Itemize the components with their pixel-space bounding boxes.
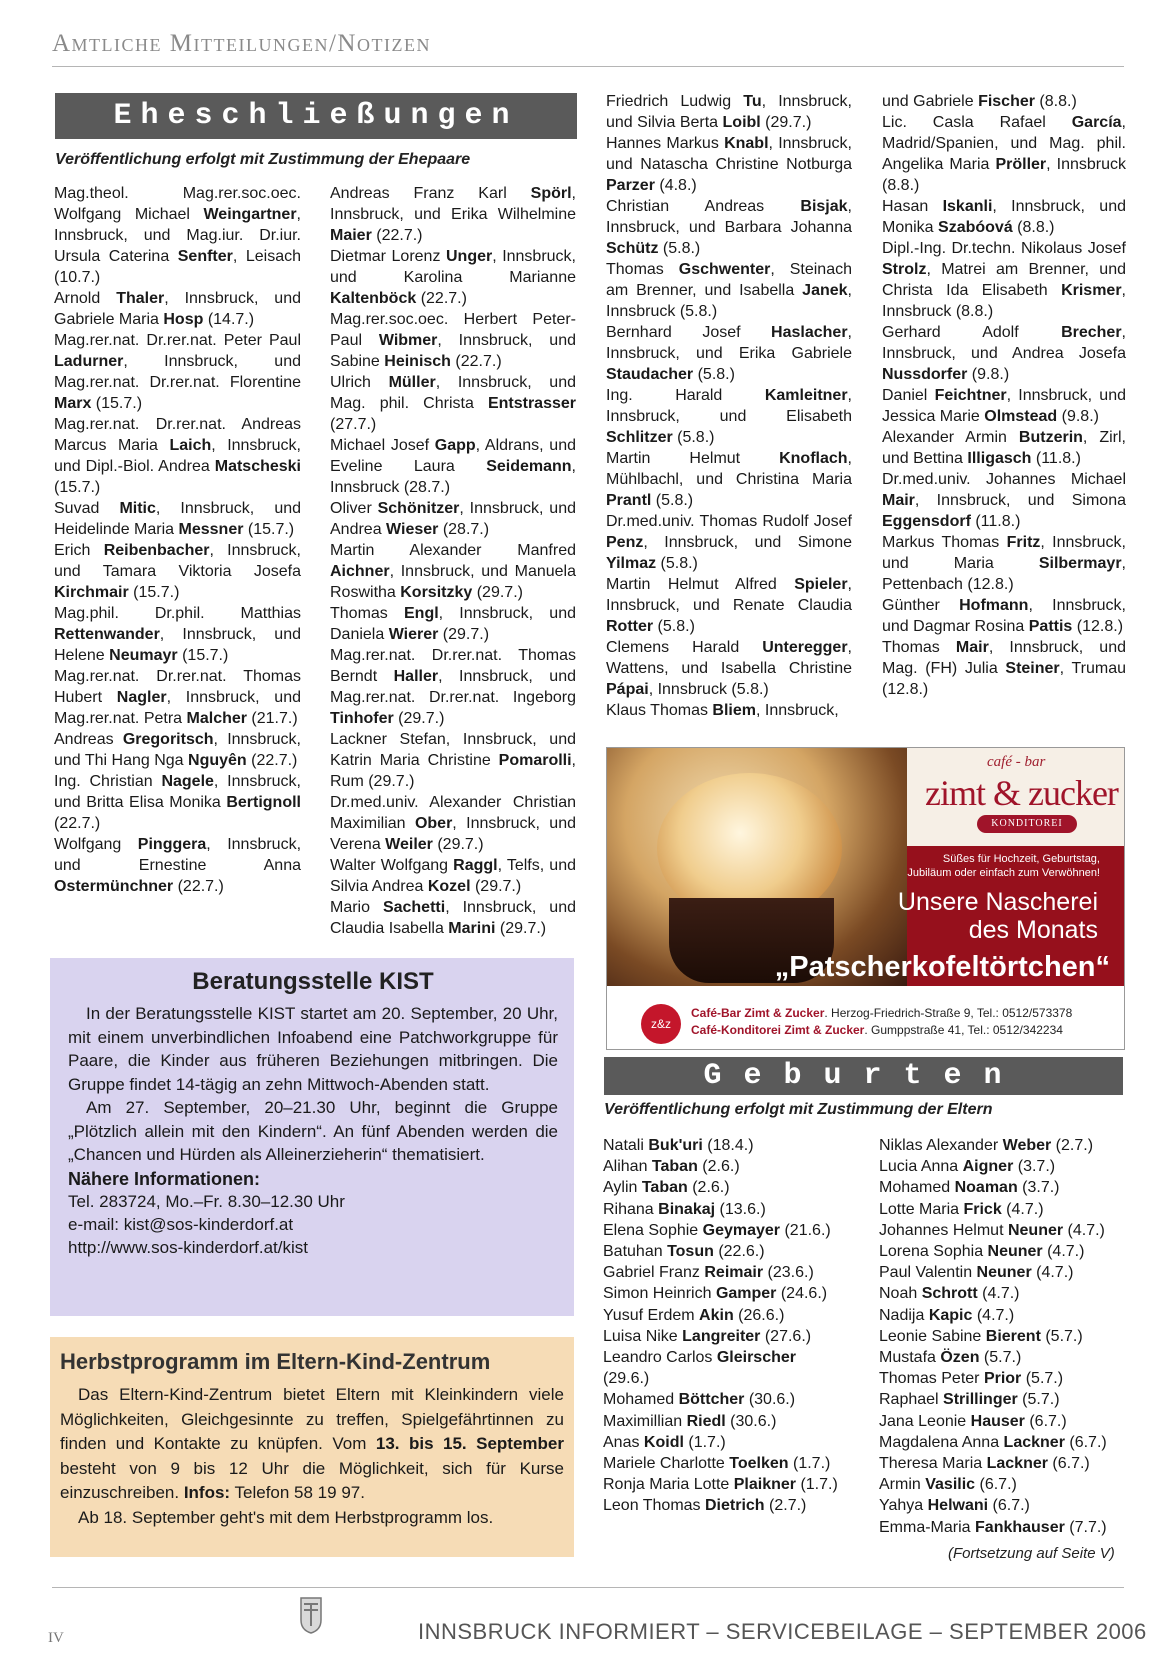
- marriage-entry: Mag.rer.nat. Dr.rer.nat. Thomas Berndt Haller, Innsbruck, und Mag.rer.nat. Dr.rer.nat. Ingeborg Tinhofer (29.7.): [330, 647, 576, 727]
- kist-info-heading: Nähere Informationen:: [68, 1168, 261, 1189]
- marriage-entry: Mag.rer.nat. Dr.rer.nat. Andreas Marcus Maria Laich, Innsbruck, und Dipl.-Biol. Andrea Matscheski (15.7.): [54, 416, 301, 496]
- birth-entry: Noah Schrott (4.7.): [879, 1285, 1020, 1303]
- marriage-entry: Arnold Thaler, Innsbruck, und Gabriele Maria Hosp (14.7.): [54, 290, 302, 328]
- ekiz-box: [50, 1337, 574, 1557]
- birth-entry: Jana Leonie Hauser (6.7.): [879, 1412, 1067, 1430]
- marriage-entry: Lackner Stefan, Innsbruck, und Katrin Maria Christine Pomarolli, Rum (29.7.): [330, 731, 576, 790]
- birth-entry: Simon Heinrich Gamper (24.6.): [603, 1285, 828, 1303]
- marriages-column-4: [882, 91, 1126, 700]
- marriage-entry: Bernhard Josef Haslacher, Innsbruck, und Erika Gabriele Staudacher (5.8.): [606, 324, 852, 383]
- ad-logo: zimt & zucker: [925, 773, 1118, 813]
- continued-note: (Fortsetzung auf Seite V): [948, 1545, 1115, 1562]
- marriage-entry: Oliver Schönitzer, Innsbruck, und Andrea Wieser (28.7.): [330, 500, 576, 538]
- birth-entry: Johannes Helmut Neuner (4.7.): [879, 1221, 1105, 1239]
- ad-tagline-2: Jubiläum oder einfach zum Verwöhnen!: [907, 867, 1100, 879]
- marriage-entry: Lic. Casla Rafael García, Madrid/Spanien, und Mag. phil. Angelika Maria Pröller, Innsbruck (8.8.): [882, 114, 1126, 194]
- birth-entry: Luisa Nike Langreiter (27.6.): [603, 1327, 812, 1345]
- marriage-entry: Thomas Engl, Innsbruck, und Daniela Wierer (29.7.): [330, 605, 577, 643]
- header-rule: [52, 66, 1124, 67]
- marriage-entry: Clemens Harald Unteregger, Wattens, und Isabella Christine Pápai, Innsbruck (5.8.): [606, 639, 852, 698]
- birth-entry: Ronja Maria Lotte Plaikner (1.7.): [603, 1476, 838, 1494]
- birth-entry: Armin Vasilic (6.7.): [879, 1476, 1017, 1494]
- birth-entry: Nadija Kapic (4.7.): [879, 1306, 1015, 1324]
- marriage-entry: Michael Josef Gapp, Aldrans, und Eveline Laura Seidemann, Innsbruck (28.7.): [330, 437, 576, 496]
- marriage-entry: Christian Andreas Bisjak, Innsbruck, und Barbara Johanna Schütz (5.8.): [606, 198, 852, 257]
- birth-entry: Rihana Binakaj (13.6.): [603, 1200, 766, 1218]
- marriage-entry: Dr.med.univ. Johannes Michael Mair, Innsbruck, und Simona Eggensdorf (11.8.): [882, 471, 1126, 530]
- marriages-column-1: [54, 183, 301, 897]
- marriage-entry: Mag.rer.nat. Dr.rer.nat. Thomas Hubert Nagler, Innsbruck, und Mag.rer.nat. Petra Malcher (21.7.): [54, 668, 301, 727]
- page-header-title: Amtliche Mitteilungen/Notizen: [52, 30, 431, 57]
- marriage-entry: und Gabriele Fischer (8.8.): [882, 93, 1077, 110]
- marriage-entry: Dietmar Lorenz Unger, Innsbruck, und Karolina Marianne Kaltenböck (22.7.): [330, 248, 576, 307]
- marriage-entry: Dr.med.univ. Thomas Rudolf Josef Penz, Innsbruck, und Simone Yilmaz (5.8.): [606, 513, 852, 572]
- page-number: IV: [48, 1630, 64, 1646]
- ad-address-strip: [607, 986, 1124, 1049]
- marriage-entry: Andreas Franz Karl Spörl, Innsbruck, und Erika Wilhelmine Maier (22.7.): [330, 185, 576, 244]
- birth-entry: Lotte Maria Frick (4.7.): [879, 1200, 1044, 1218]
- kist-paragraph-2: Am 27. September, 20–21.30 Uhr, beginnt die Gruppe „Plötzlich allein mit den Kindern“. An fünf Abenden werden die „Chancen und Hürden als Alleinerzieherin“ thematisiert.: [68, 1098, 558, 1164]
- city-emblem-icon: [298, 1596, 324, 1634]
- marriage-entry: Dipl.-Ing. Dr.techn. Nikolaus Josef Strolz, Matrei am Brenner, und Christa Ida Elisabeth Krismer, Innsbruck (8.8.): [882, 240, 1126, 320]
- birth-entry: Alihan Taban (2.6.): [603, 1158, 740, 1176]
- birth-entry: Emma-Maria Fankhauser (7.7.): [879, 1518, 1107, 1536]
- marriage-entry: Andreas Gregoritsch, Innsbruck, und Thi Hang Nga Nguyên (22.7.): [54, 731, 301, 769]
- kist-phone: Tel. 283724, Mo.–Fr. 8.30–12.30 Uhr: [68, 1191, 345, 1211]
- footer-rule: [52, 1587, 1124, 1588]
- birth-entry: Leonie Sabine Bierent (5.7.): [879, 1327, 1083, 1345]
- footer-publication: INNSBRUCK INFORMIERT – SERVICEBEILAGE – SEPTEMBER 2006: [418, 1619, 1147, 1644]
- birth-entry: Gabriel Franz Reimair (23.6.): [603, 1264, 814, 1282]
- ad-cafe-bar-label: café - bar: [987, 754, 1046, 770]
- ad-badge-icon: z&z: [641, 1004, 681, 1044]
- birth-entry: Raphael Strillinger (5.7.): [879, 1391, 1060, 1409]
- marriage-entry: Klaus Thomas Bliem, Innsbruck,: [606, 702, 839, 719]
- birth-entry: Leon Thomas Dietrich (2.7.): [603, 1497, 807, 1515]
- births-subtitle: Veröffentlichung erfolgt mit Zustimmung der Eltern: [604, 1101, 993, 1118]
- birth-entry: Yusuf Erdem Akin (26.6.): [603, 1306, 785, 1324]
- ekiz-title: Herbstprogramm im Eltern-Kind-Zentrum: [60, 1349, 491, 1374]
- marriage-entry: Hannes Markus Knabl, Innsbruck, und Natascha Christine Notburga Parzer (4.8.): [606, 135, 852, 194]
- marriage-entry: Ulrich Müller, Innsbruck, und Mag. phil. Christa Entstrasser (27.7.): [330, 374, 577, 433]
- zimt-zucker-advertisement: [606, 747, 1125, 1050]
- marriage-entry: Mag.rer.nat. Dr.rer.nat. Peter Paul Ladurner, Innsbruck, und Mag.rer.nat. Dr.rer.nat. Florentine Marx (15.7.): [54, 332, 301, 412]
- marriage-entry: Dr.med.univ. Alexander Christian Maximilian Ober, Innsbruck, und Verena Weiler (29.7.): [330, 794, 577, 853]
- marriage-entry: Ing. Christian Nagele, Innsbruck, und Britta Elisa Monika Bertignoll (22.7.): [54, 773, 301, 832]
- birth-entry: Magdalena Anna Lackner (6.7.): [879, 1433, 1107, 1451]
- marriage-entry: Martin Alexander Manfred Aichner, Innsbruck, und Manuela Roswitha Korsitzky (29.7.): [330, 542, 576, 601]
- birth-entry: Natali Buk'uri (18.4.): [603, 1137, 754, 1154]
- kist-paragraph-1: In der Beratungsstelle KIST startet am 20. September, 20 Uhr, mit einem unverbindlichen Infoabend eine Patchworkgruppe für Paare, die Kinder aus früheren Beziehungen mitbringen. Die Gruppe findet 14-tägig an zehn Mittwoch-Abenden statt.: [68, 1004, 558, 1094]
- birth-entry: Anas Koidl (1.7.): [603, 1433, 726, 1451]
- birth-entry: Mariele Charlotte Toelken (1.7.): [603, 1455, 831, 1473]
- ad-konditorei-ribbon: KONDITOREI: [977, 815, 1077, 833]
- birth-entry: Mustafa Özen (5.7.): [879, 1349, 1022, 1367]
- birth-entry: Mohamed Noaman (3.7.): [879, 1179, 1060, 1197]
- ad-address-1: Café-Bar Zimt & Zucker. Herzog-Friedrich-Straße 9, Tel.: 0512/573378: [691, 1006, 1073, 1020]
- marriages-subtitle: Veröffentlichung erfolgt mit Zustimmung der Ehepaare: [55, 151, 471, 168]
- birth-entry: Maximillian Riedl (30.6.): [603, 1412, 777, 1430]
- marriage-entry: Thomas Gschwenter, Steinach am Brenner, und Isabella Janek, Innsbruck (5.8.): [606, 261, 852, 320]
- births-column-1: [603, 1135, 843, 1517]
- birth-entry: Paul Valentin Neuner (4.7.): [879, 1264, 1074, 1282]
- marriage-entry: Gerhard Adolf Brecher, Innsbruck, und Andrea Josefa Nussdorfer (9.8.): [882, 324, 1126, 383]
- births-title-bar: Geburten: [604, 1057, 1123, 1095]
- ad-address-2: Café-Konditorei Zimt & Zucker. Gumppstraße 41, Tel.: 0512/342234: [691, 1023, 1063, 1037]
- marriage-entry: Suvad Mitic, Innsbruck, und Heidelinde Maria Messner (15.7.): [54, 500, 302, 538]
- ekiz-paragraph-2: Ab 18. September geht's mit dem Herbstprogramm los.: [78, 1507, 494, 1527]
- birth-entry: Elena Sophie Geymayer (21.6.): [603, 1221, 831, 1239]
- marriage-entry: Mario Sachetti, Innsbruck, und Claudia Isabella Marini (29.7.): [330, 899, 576, 937]
- ekiz-paragraph-1: Das Eltern-Kind-Zentrum bietet Eltern mit Kleinkindern viele Möglichkeiten, Gleichgesinnte zu treffen, Spielgefährtinnen zu finden und Kontakte zu knüpfen. Vom 13. bis 15. September besteht von 9 bis 12 Uhr die Möglichkeit, sich für Kurse einzuschreiben. Infos: Telefon 58 19 97.: [60, 1385, 564, 1502]
- birth-entry: Batuhan Tosun (22.6.): [603, 1243, 765, 1261]
- marriage-entry: Mag.phil. Dr.phil. Matthias Rettenwander, Innsbruck, und Helene Neumayr (15.7.): [54, 605, 301, 664]
- marriage-entry: Ing. Harald Kamleitner, Innsbruck, und Elisabeth Schlitzer (5.8.): [606, 387, 852, 446]
- kist-email[interactable]: e-mail: kist@sos-kinderdorf.at: [68, 1214, 294, 1234]
- marriage-entry: Thomas Mair, Innsbruck, und Mag. (FH) Julia Steiner, Trumau (12.8.): [882, 639, 1127, 698]
- marriage-entry: Martin Helmut Alfred Spieler, Innsbruck, und Renate Claudia Rotter (5.8.): [606, 576, 852, 635]
- kist-title: Beratungsstelle KIST: [192, 968, 434, 995]
- births-column-2: [879, 1135, 1123, 1538]
- birth-entry: Theresa Maria Lackner (6.7.): [879, 1455, 1090, 1473]
- birth-entry: Aylin Taban (2.6.): [603, 1179, 730, 1197]
- marriage-entry: Erich Reibenbacher, Innsbruck, und Tamara Viktoria Josefa Kirchmair (15.7.): [54, 542, 301, 601]
- birth-entry: Lorena Sophia Neuner (4.7.): [879, 1243, 1085, 1261]
- marriage-entry: Hasan Iskanli, Innsbruck, und Monika Szabóová (8.8.): [882, 198, 1126, 236]
- marriage-entry: Daniel Feichtner, Innsbruck, und Jessica Marie Olmstead (9.8.): [882, 387, 1127, 425]
- marriage-entry: Friedrich Ludwig Tu, Innsbruck, und Silvia Berta Loibl (29.7.): [606, 93, 852, 131]
- birth-entry: Thomas Peter Prior (5.7.): [879, 1370, 1064, 1388]
- ad-headline-1: Unsere Nascherei: [897, 888, 1098, 916]
- marriage-entry: Martin Helmut Knoflach, Mühlbachl, und Christina Maria Prantl (5.8.): [606, 450, 852, 509]
- marriage-entry: Wolfgang Pinggera, Innsbruck, und Ernestine Anna Ostermünchner (22.7.): [54, 836, 302, 895]
- marriage-entry: Alexander Armin Butzerin, Zirl, und Bettina Illigasch (11.8.): [882, 429, 1127, 467]
- birth-entry: Niklas Alexander Weber (2.7.): [879, 1137, 1094, 1154]
- birth-entry: Yahya Helwani (6.7.): [879, 1497, 1030, 1515]
- marriages-column-2: [330, 183, 576, 939]
- marriage-entry: Walter Wolfgang Raggl, Telfs, und Silvia Andrea Kozel (29.7.): [330, 857, 576, 895]
- marriage-entry: Markus Thomas Fritz, Innsbruck, und Maria Silbermayr, Pettenbach (12.8.): [882, 534, 1126, 593]
- birth-entry: Lucia Anna Aigner (3.7.): [879, 1158, 1056, 1176]
- marriages-column-3: [606, 91, 852, 721]
- marriage-entry: Mag.rer.soc.oec. Herbert Peter-Paul Wibmer, Innsbruck, und Sabine Heinisch (22.7.): [330, 311, 577, 370]
- ad-product-name: „Patscherkofeltörtchen“: [774, 951, 1110, 983]
- birth-entry: Mohamed Böttcher (30.6.): [603, 1391, 796, 1409]
- marriage-entry: Günther Hofmann, Innsbruck, und Dagmar Rosina Pattis (12.8.): [882, 597, 1126, 635]
- ad-headline-2: des Monats: [968, 916, 1098, 944]
- marriage-entry: Mag.theol. Mag.rer.soc.oec. Wolfgang Michael Weingartner, Innsbruck, und Mag.iur. Dr.iur. Ursula Caterina Senfter, Leisach (10.7.): [54, 185, 301, 286]
- birth-entry: Leandro Carlos Gleirscher (29.6.): [603, 1349, 796, 1388]
- ad-tagline-1: Süßes für Hochzeit, Geburtstag,: [942, 853, 1100, 865]
- kist-url[interactable]: http://www.sos-kinderdorf.at/kist: [68, 1237, 308, 1257]
- marriages-title-bar: Eheschließungen: [55, 93, 577, 139]
- kist-box: [50, 958, 574, 1316]
